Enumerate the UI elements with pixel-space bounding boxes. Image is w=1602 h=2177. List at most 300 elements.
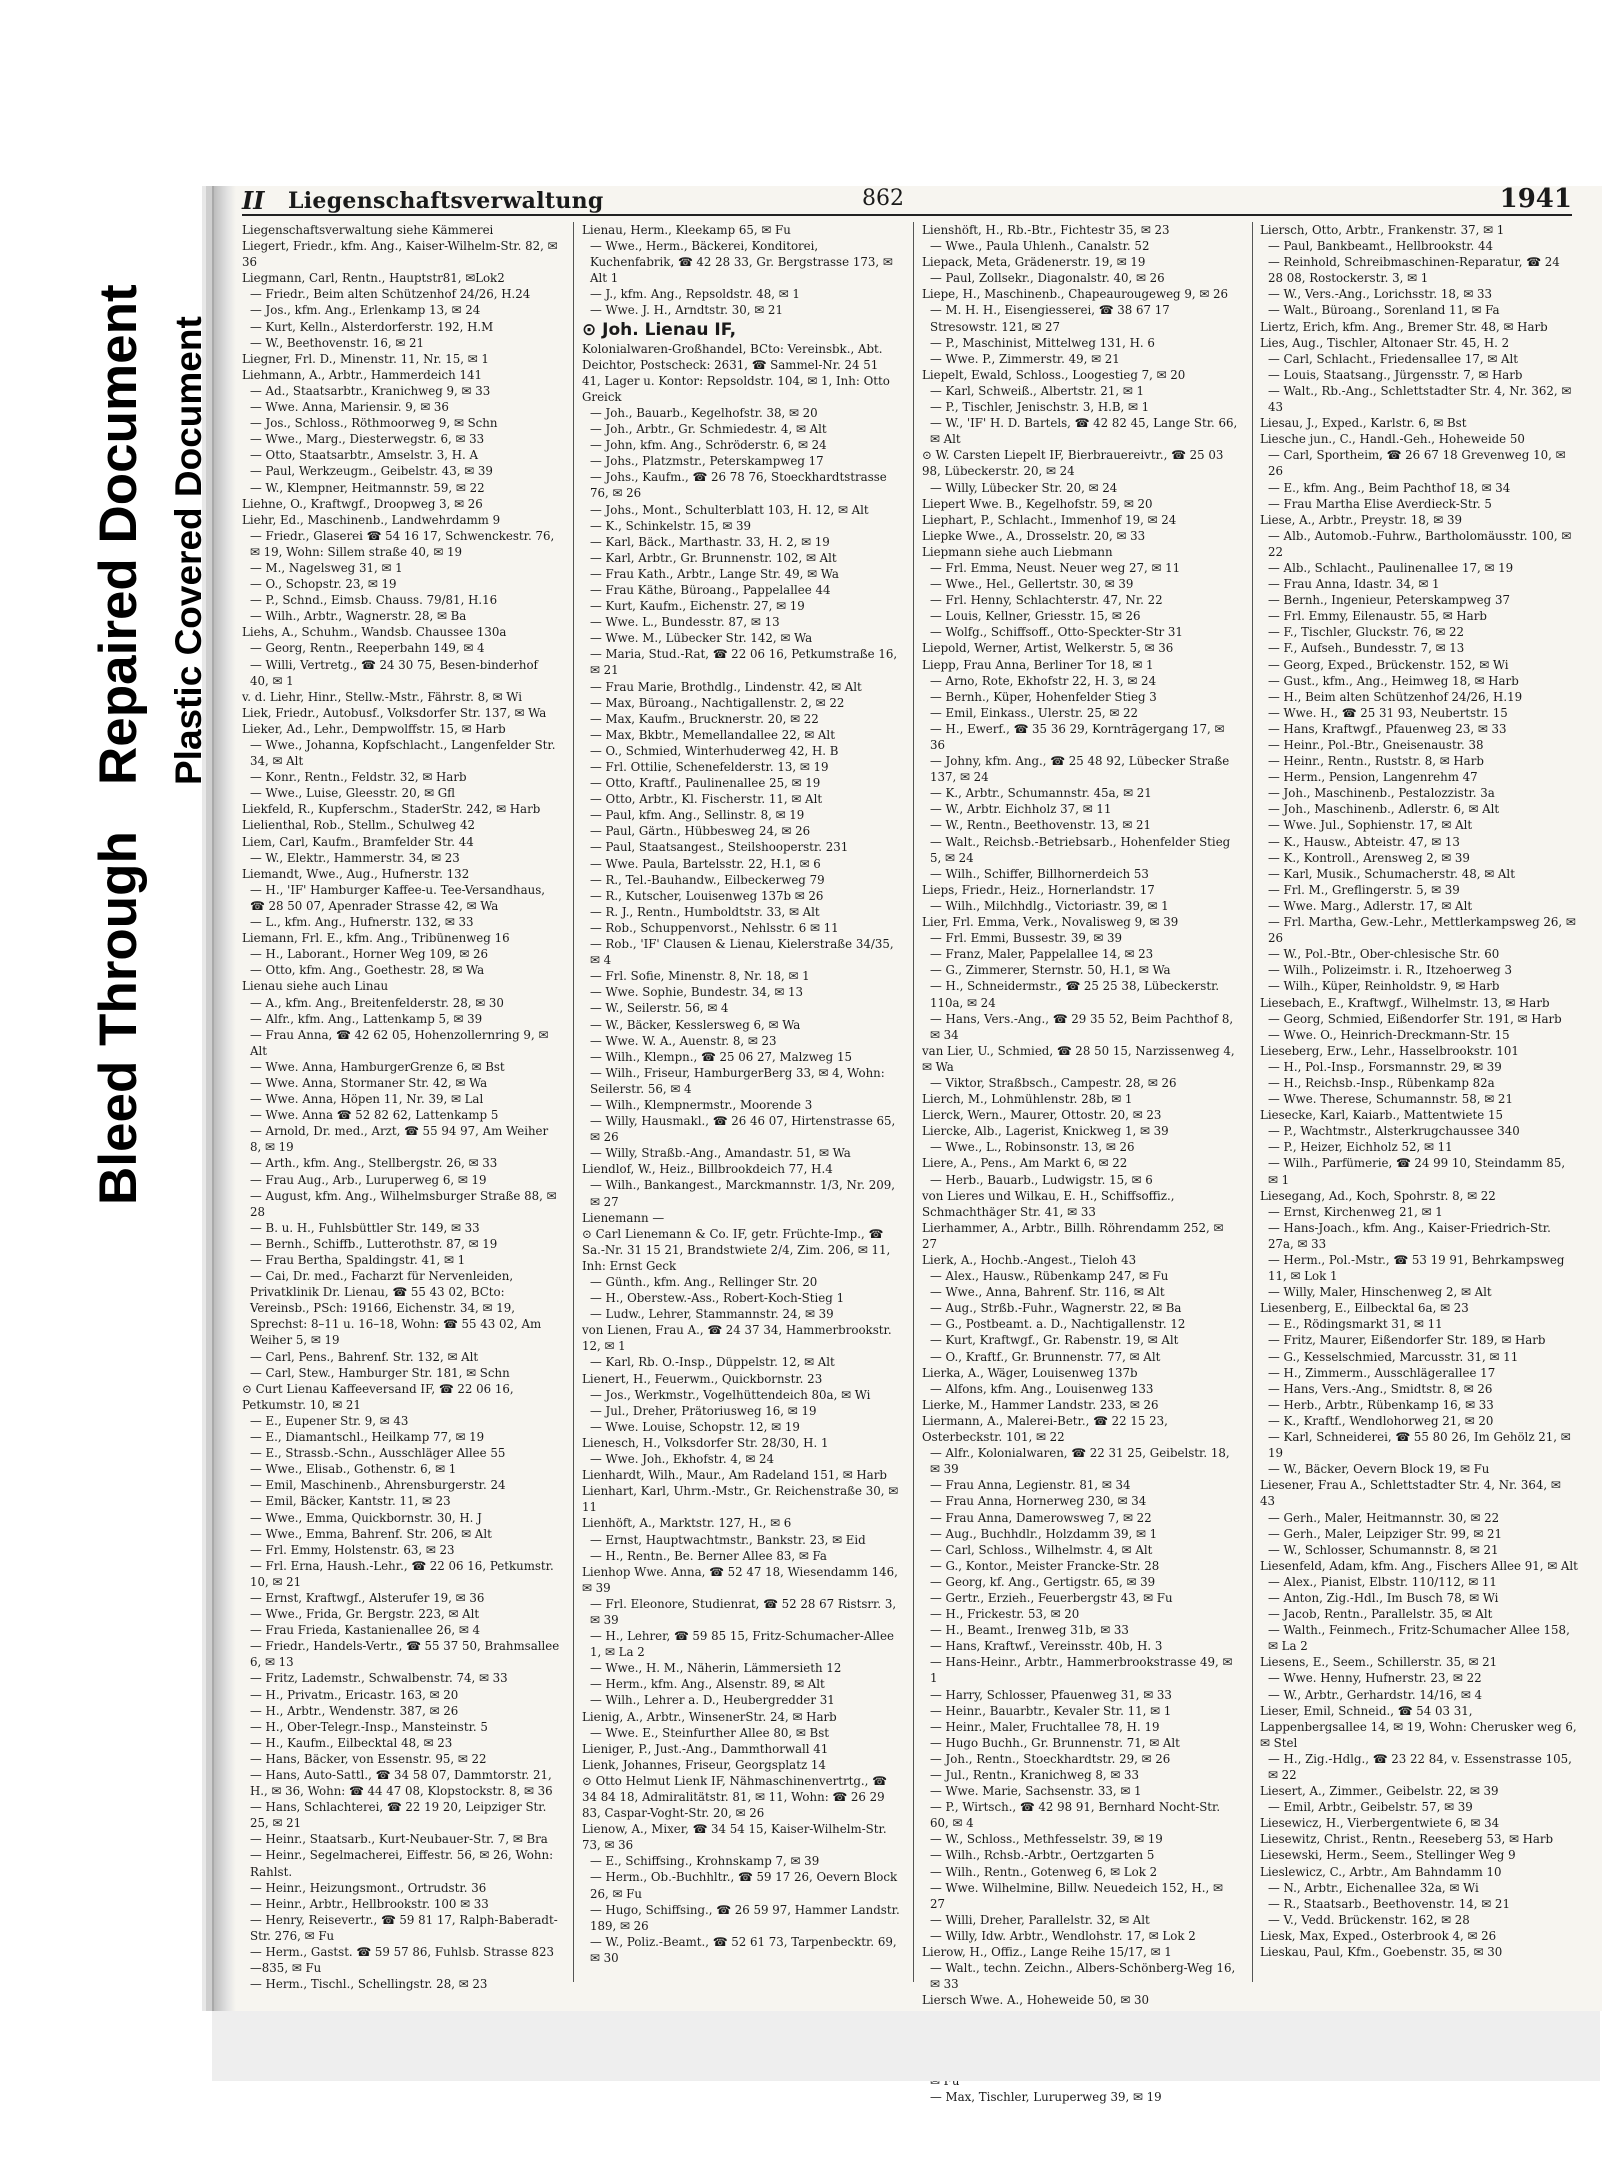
directory-entry: — Wilh., Schiffer, Billhornerdeich 53: [930, 866, 1149, 881]
directory-entry: — Walt., Reichsb.-Betriebsarb., Hohenfelder Stieg 5, ✉ 24: [930, 834, 1231, 865]
directory-entry: — Ernst, Kraftwgf., Alsterufer 19, ✉ 36: [250, 1590, 485, 1605]
directory-entry: — Ernst, Kirchenweg 21, ✉ 1: [1268, 1204, 1443, 1219]
directory-entry: — Frau Martha Elise Averdieck-Str. 5: [1268, 496, 1492, 511]
directory-entry: — H., Oberstew.-Ass., Robert-Koch-Stieg 1: [590, 1291, 845, 1306]
directory-entry: — W., Elektr., Hammerstr. 34, ✉ 23: [250, 850, 460, 865]
directory-entry: — Max, Kaufm., Brucknerstr. 20, ✉ 22: [590, 711, 819, 726]
directory-entry: — B. u. H., Fuhlsbüttler Str. 149, ✉ 33: [250, 1220, 480, 1235]
directory-entry: Liehmann, A., Arbtr., Hammerdeich 141: [242, 367, 483, 382]
directory-entry: — Wwe., L., Robinsonstr. 13, ✉ 26: [930, 1140, 1135, 1155]
directory-entry: — Alb., Schlacht., Paulinenallee 17, ✉ 19: [1268, 560, 1514, 575]
directory-entry: — L., kfm. Ang., Hufnerstr. 132, ✉ 33: [250, 915, 474, 930]
directory-entry: — Frl. Erna, Haush.-Lehr., ☎ 22 06 16, Petkumstr. 10, ✉ 21: [250, 1558, 554, 1589]
directory-entry: — Wwe. Therese, Schumannstr. 58, ✉ 21: [1268, 1092, 1513, 1107]
directory-entry: — Wilh., Polizeimstr. i. R., Itzehoerweg 3: [1268, 963, 1512, 978]
directory-entry: — W., Vers.-Ang., Lorichsstr. 18, ✉ 33: [1268, 287, 1493, 302]
directory-entry: — H., Lehrer, ☎ 59 85 15, Fritz-Schumacher-Allee 1, ✉ La 2: [590, 1629, 894, 1660]
directory-entry: — W., Rentn., Beethovenstr. 13, ✉ 21: [930, 818, 1152, 833]
directory-columns: [242, 222, 1578, 2104]
directory-entry: — Wilh., Rchsb.-Arbtr., Oertzgarten 5: [930, 1848, 1155, 1863]
directory-entry: — W., Poliz.-Beamt., ☎ 52 61 73, Tarpenbecktr. 69, ✉ 30: [590, 1934, 897, 1965]
column-divider: [1252, 222, 1253, 1982]
directory-entry: — Frl. Eleonore, Studienrat, ☎ 52 28 67 Ristsrr. 3, ✉ 39: [590, 1596, 897, 1627]
directory-entry: — R., Kutscher, Louisenweg 137b ✉ 26: [590, 888, 824, 903]
directory-entry: — Cai, Dr. med., Facharzt für Nervenleiden, Privatklinik Dr. Lienau, ☎ 55 43 02, BCto: Vereinsb., PSch: 19166, Eichenstr. 34, ✉ 19, Sprechst: 8–11 u. 16–18, Wohn: ☎ 55 43 02, Am Weiher 5, ✉ 19: [250, 1269, 542, 1348]
directory-entry: Liesche jun., C., Handl.-Geh., Hoheweide 50: [1260, 432, 1525, 447]
directory-entry: — E., Schiffsing., Krohnskamp 7, ✉ 39: [590, 1854, 820, 1869]
directory-entry: — Heinr., Bauarbtr., Kevaler Str. 11, ✉ 1: [930, 1703, 1172, 1718]
directory-entry: — Wwe., Johanna, Kopfschlacht., Langenfelder Str. 34, ✉ Alt: [250, 738, 556, 769]
directory-entry: Liesecke, Karl, Kaiarb., Mattentwiete 15: [1260, 1108, 1503, 1123]
directory-entry: — Frl. M., Greflingerstr. 5, ✉ 39: [1268, 882, 1460, 897]
directory-entry: Kolonialwaren-Großhandel, BCto: Vereinsbk., Abt. Deichtor, Postscheck: 2631, ☎ Sammel-Nr. 24 51 41, Lager u. Kontor: Repsoldstr. 104, ✉ 1, Inh: Otto Greick: [582, 341, 890, 404]
directory-entry: — Wwe. O., Heinrich-Dreckmann-Str. 15: [1268, 1027, 1510, 1042]
directory-entry: — Konr., Rentn., Feldstr. 32, ✉ Harb: [250, 770, 467, 785]
directory-entry: — P., Wachtmstr., Alsterkrugchaussee 340: [1268, 1124, 1520, 1139]
directory-entry: — Rob., Schuppenvorst., Nehlsstr. 6 ✉ 11: [590, 920, 839, 935]
directory-entry: v. d. Liehr, Hinr., Stellw.-Mstr., Fährstr. 8, ✉ Wi: [242, 689, 522, 704]
directory-entry: — Frl. Emmy, Eilenaustr. 55, ✉ Harb: [1268, 609, 1487, 624]
directory-entry: — H., Beim alten Schützenhof 24/26, H.19: [1268, 689, 1523, 704]
directory-entry: ⊙ Carl Lienemann & Co. IF, getr. Früchte-Imp., ☎ Sa.-Nr. 31 15 21, Brandstwiete 2/4, Zim. 206, ✉ 11, Inh: Ernst Geck: [582, 1226, 891, 1273]
directory-entry: — Joh., Rentn., Stoeckhardtstr. 29, ✉ 26: [930, 1751, 1171, 1766]
directory-entry: — Wilh., Rentn., Gotenweg 6, ✉ Lok 2: [930, 1864, 1158, 1879]
directory-entry: — Wwe., H. M., Näherin, Lämmersieth 12: [590, 1661, 842, 1676]
directory-entry: — H., Pol.-Insp., Forsmannstr. 29, ✉ 39: [1268, 1059, 1502, 1074]
directory-entry: — Hans, Vers.-Ang., ☎ 29 35 52, Beim Pachthof 8, ✉ 34: [930, 1011, 1234, 1042]
directory-entry: Liere, A., Pens., Am Markt 6, ✉ 22: [922, 1156, 1128, 1171]
directory-entry: — F., Aufseh., Bundesstr. 7, ✉ 13: [1268, 641, 1465, 656]
directory-entry: — H., Reichsb.-Insp., Rübenkamp 82a: [1268, 1075, 1495, 1090]
directory-entry: — Ludw., Lehrer, Stammannstr. 24, ✉ 39: [590, 1307, 834, 1322]
directory-entry: — Hans, Schlachterei, ☎ 22 19 20, Leipziger Str. 25, ✉ 21: [250, 1800, 547, 1831]
directory-entry: — P., Heizer, Eichholz 52, ✉ 11: [1268, 1140, 1453, 1155]
directory-entry: — Arnold, Dr. med., Arzt, ☎ 55 94 97, Am Weiher 8, ✉ 19: [250, 1124, 549, 1155]
directory-entry: — Frl. Ottilie, Schenefelderstr. 13, ✉ 19: [590, 760, 829, 774]
directory-entry: — Gust., kfm., Ang., Heimweg 18, ✉ Harb: [1268, 673, 1519, 688]
directory-entry: Lierck, Wern., Maurer, Ottostr. 20, ✉ 23: [922, 1108, 1162, 1123]
directory-entry: — Jos., kfm. Ang., Erlenkamp 13, ✉ 24: [250, 303, 481, 318]
directory-entry: Lienau siehe auch Linau: [242, 979, 389, 994]
directory-entry: — J., kfm. Ang., Repsoldstr. 48, ✉ 1: [590, 287, 800, 302]
page-header: [242, 186, 1572, 216]
directory-entry: Liesk, Max, Exped., Osterbrook 4, ✉ 26: [1260, 1928, 1497, 1943]
directory-entry: Lieskau, Paul, Kfm., Goebenstr. 35, ✉ 30: [1260, 1945, 1503, 1960]
directory-entry: — Frau Anna, Hornerweg 230, ✉ 34: [930, 1494, 1147, 1509]
directory-entry: — Wwe. L., Bundesstr. 87, ✉ 13: [590, 615, 780, 630]
directory-entry: — Wolfg., Schiffsoff., Otto-Speckter-Str 31: [930, 625, 1183, 640]
directory-entry: — Anton, Zig.-Hdl., Im Busch 78, ✉ Wi: [1268, 1590, 1499, 1605]
directory-entry: — Friedr., Handels-Vertr., ☎ 55 37 50, Brahmsallee 6, ✉ 13: [250, 1639, 560, 1670]
directory-entry: — Hans, Kraftwf., Vereinsstr. 40b, H. 3: [930, 1639, 1163, 1654]
directory-entry: — Walth., Feinmech., Fritz-Schumacher Allee 158, ✉ La 2: [1268, 1623, 1570, 1654]
directory-entry: — Johs., Kaufm., ☎ 26 78 76, Stoeckhardtstrasse 76, ✉ 26: [590, 470, 887, 501]
directory-entry: — Wilh., Klempn., ☎ 25 06 27, Malzweg 15: [590, 1049, 852, 1064]
directory-entry: — Frau Käthe, Büroang., Pappelallee 44: [590, 582, 831, 597]
directory-entry: — Alex., Hausw., Rübenkamp 247, ✉ Fu: [930, 1269, 1169, 1284]
directory-entry: — R. J., Rentn., Humboldtstr. 33, ✉ Alt: [590, 904, 820, 919]
directory-entry: — Frau Anna, Damerowsweg 7, ✉ 22: [930, 1510, 1152, 1525]
directory-entry: — Fritz, Maurer, Eißendorfer Str. 189, ✉ Harb: [1268, 1333, 1546, 1348]
directory-entry: — Harry, Schlosser, Pfauenweg 31, ✉ 33: [930, 1687, 1172, 1702]
directory-entry: — Max, Büroang., Nachtigallenstr. 2, ✉ 22: [590, 695, 845, 710]
directory-entry: — Karl, Schweiß., Albertstr. 21, ✉ 1: [930, 383, 1145, 398]
directory-entry: — Walt., Rb.-Ang., Schlettstadter Str. 4, Nr. 362, ✉ 43: [1268, 383, 1572, 415]
directory-entry: Lierow, H., Offiz., Lange Reihe 15/17, ✉ 1: [922, 1945, 1172, 1960]
directory-entry: — W., Seilerstr. 56, ✉ 4: [590, 1001, 729, 1016]
directory-entry: — Ad., Staatsarbtr., Kranichweg 9, ✉ 33: [250, 383, 491, 398]
directory-entry: — O., Schopstr. 23, ✉ 19: [250, 577, 397, 592]
directory-entry: Liemann, Frl. E., kfm. Ang., Tribünenweg 16: [242, 931, 510, 946]
directory-entry: — Georg, Schmied, Eißendorfer Str. 191, ✉ Harb: [1268, 1011, 1562, 1026]
directory-entry: — Hans, Auto-Sattl., ☎ 34 58 07, Dammtorstr. 21, H., ✉ 36, Wohn: ☎ 44 47 08, Klopstockstr. 8, ✉ 36: [250, 1768, 553, 1799]
directory-entry: — Frl. Martha, Gew.-Lehr., Mettlerkampsweg 26, ✉ 26: [1268, 915, 1576, 946]
directory-entry: — Willy, Hausmakl., ☎ 26 46 07, Hirtenstrasse 65, ✉ 26: [590, 1114, 896, 1145]
directory-entry: — Johs., Platzmstr., Peterskampweg 17: [590, 454, 824, 469]
directory-entry: Lieker, Ad., Lehr., Dempwolffstr. 15, ✉ Harb: [242, 721, 506, 736]
directory-entry: — W., Arbtr. Eichholz 37, ✉ 11: [930, 802, 1112, 817]
directory-entry: Lies, Aug., Tischler, Altonaer Str. 45, H. 2: [1260, 335, 1510, 350]
directory-entry: — Wwe. P., Zimmerstr. 49, ✉ 21: [930, 351, 1120, 366]
directory-entry: Lierka, A., Wäger, Louisenweg 137b: [922, 1365, 1138, 1380]
page-number: 862: [862, 186, 904, 211]
directory-entry: — Kurt, Kelln., Alsterdorferstr. 192, H.M: [250, 319, 494, 334]
directory-entry: Lienau, Herm., Kleekamp 65, ✉ Fu: [582, 223, 791, 237]
directory-entry: — Wwe. Paula, Bartelsstr. 22, H.1, ✉ 6: [590, 856, 821, 871]
directory-entry: Liesewitz, Christ., Rentn., Reeseberg 53, ✉ Harb: [1260, 1832, 1554, 1847]
directory-entry: — Arth., kfm. Ang., Stellbergstr. 26, ✉ 33: [250, 1156, 498, 1171]
directory-entry: Lienhop Wwe. Anna, ☎ 52 47 18, Wiesendamm 146, ✉ 39: [582, 1564, 898, 1595]
directory-entry: Liesener, Frau A., Schlettstadter Str. 4, Nr. 364, ✉ 43: [1260, 1478, 1561, 1509]
directory-entry: ⊙ Joh. Lienau IF,: [582, 319, 737, 340]
directory-entry: — Georg, Exped., Brückenstr. 152, ✉ Wi: [1268, 657, 1509, 672]
directory-entry: — H., Laborant., Horner Weg 109, ✉ 26: [250, 947, 488, 962]
directory-entry: — Wilh., Küper, Reinholdstr. 9, ✉ Harb: [1268, 979, 1500, 994]
directory-entry: — Walt., techn. Zeichn., Albers-Schönberg-Weg 16, ✉ 33: [930, 1961, 1236, 1992]
plastic-covered-label: Plastic Covered Document: [168, 316, 209, 785]
directory-entry: — W., Bäcker, Oevern Block 19, ✉ Fu: [1268, 1462, 1490, 1477]
directory-entry: — Wwe., Elisab., Gothenstr. 6, ✉ 1: [250, 1462, 457, 1477]
directory-entry: — Heinr., Arbtr., Hellbrookstr. 100 ✉ 33: [250, 1896, 489, 1911]
directory-entry: — Max, Tischler, Luruperweg 39, ✉ 19: [930, 2089, 1162, 2104]
directory-entry: — Wwe., Emma, Quickbornstr. 30, H. J: [250, 1510, 482, 1525]
directory-entry: Lienhöft, A., Marktstr. 127, H., ✉ 6: [582, 1516, 792, 1531]
directory-entry: — H., Frickestr. 53, ✉ 20: [930, 1607, 1080, 1622]
directory-entry: Lierk, A., Hochb.-Angest., Tieloh 43: [922, 1253, 1137, 1267]
directory-entry: — Wwe. Anna ☎ 52 82 62, Lattenkamp 5: [250, 1108, 499, 1123]
directory-entry: Lierhammer, A., Arbtr., Billh. Röhrendamm 252, ✉ 27: [922, 1220, 1224, 1251]
directory-entry: — W., Pol.-Btr., Ober-chlesische Str. 60: [1268, 947, 1500, 962]
directory-entry: — Wwe. Henny, Hufnerstr. 23, ✉ 22: [1268, 1671, 1482, 1686]
directory-entry: — Fritz, Lademstr., Schwalbenstr. 74, ✉ 33: [250, 1671, 508, 1686]
directory-entry: — Paul, Staatsangest., Steilshooperstr. 231: [590, 840, 849, 855]
directory-entry: — Emil, Maschinenb., Ahrensburgerstr. 24: [250, 1478, 506, 1493]
directory-entry: — M. H. H., Eisengiesserei, ☎ 38 67 17 Stresowstr. 121, ✉ 27: [930, 303, 1170, 334]
directory-entry: Liesau, J., Exped., Karlstr. 6, ✉ Bst: [1260, 416, 1467, 431]
directory-entry: Liepmann siehe auch Liebmann: [922, 544, 1113, 559]
directory-entry: Liese, A., Arbtr., Preystr. 18, ✉ 39: [1260, 512, 1462, 527]
directory-entry: — K., Kraftf., Wendlohorweg 21, ✉ 20: [1268, 1413, 1494, 1428]
directory-entry: — Gerh., Maler, Leipziger Str. 99, ✉ 21: [1268, 1526, 1503, 1541]
directory-entry: Liehne, O., Kraftwgf., Droopweg 3, ✉ 26: [242, 496, 483, 511]
directory-entry: — Otto, Kraftf., Paulinenallee 25, ✉ 19: [590, 776, 821, 791]
directory-entry: Lienhart, Karl, Uhrm.-Mstr., Gr. Reichenstraße 30, ✉ 11: [582, 1484, 899, 1515]
directory-entry: — Herm., Gastst. ☎ 59 57 86, Fuhlsb. Strasse 823—835, ✉ Fu: [250, 1945, 555, 1976]
directory-entry: Liertz, Erich, kfm. Ang., Bremer Str. 48, ✉ Harb: [1260, 319, 1548, 334]
directory-entry: — E., Rödingsmarkt 31, ✉ 11: [1268, 1317, 1443, 1332]
directory-entry: — Herm., Ob.-Buchhltr., ☎ 59 17 26, Oevern Block 26, ✉ Fu: [590, 1870, 898, 1901]
directory-entry: — Jos., Werkmstr., Vogelhüttendeich 80a, ✉ Wi: [590, 1387, 871, 1402]
directory-entry: — Carl, Pens., Bahrenf. Str. 132, ✉ Alt: [250, 1349, 479, 1364]
directory-entry: — G., Zimmerer, Sternstr. 50, H.1, ✉ Wa: [930, 963, 1171, 978]
directory-entry: — Louis, Staatsang., Jürgensstr. 7, ✉ Harb: [1268, 367, 1523, 382]
directory-entry: — Carl, Schlacht., Friedensallee 17, ✉ Alt: [1268, 351, 1519, 366]
directory-entry: — Joh., Arbtr., Gr. Schmiedestr. 4, ✉ Alt: [590, 422, 827, 437]
directory-entry: — Herm., Pol.-Mstr., ☎ 53 19 91, Behrkampsweg 11, ✉ Lok 1: [1268, 1253, 1565, 1284]
directory-entry: — Frau Anna, Idastr. 34, ✉ 1: [1268, 577, 1440, 592]
directory-entry: Liemandt, Wwe., Aug., Hufnerstr. 132: [242, 866, 470, 881]
directory-entry: Liesert, A., Zimmer., Geibelstr. 22, ✉ 39: [1260, 1784, 1499, 1799]
directory-entry: — Paul, kfm. Ang., Sellinstr. 8, ✉ 19: [590, 808, 805, 823]
directory-entry: — Carl, Stew., Hamburger Str. 181, ✉ Schn: [250, 1365, 510, 1380]
directory-entry: — Arno, Rote, Ekhofstr 22, H. 3, ✉ 24: [930, 673, 1157, 688]
page-title: Liegenschaftsverwaltung: [288, 188, 604, 214]
directory-entry: — K., Hausw., Abteistr. 47, ✉ 13: [1268, 834, 1460, 849]
directory-entry: Liesegang, Ad., Koch, Spohrstr. 8, ✉ 22: [1260, 1188, 1496, 1203]
directory-entry: — Wwe. Marie, Sachsenstr. 33, ✉ 1: [930, 1784, 1142, 1799]
directory-entry: — K., Arbtr., Schumannstr. 45a, ✉ 21: [930, 786, 1152, 801]
directory-entry: Lienow, A., Mixer, ☎ 34 54 15, Kaiser-Wilhelm-Str. 73, ✉ 36: [582, 1822, 887, 1853]
directory-entry: — Heinr., Rentn., Ruststr. 8, ✉ Harb: [1268, 754, 1484, 769]
directory-entry: — John, kfm. Ang., Schröderstr. 6, ✉ 24: [590, 438, 827, 453]
directory-entry: Liepert Wwe. B., Kegelhofstr. 59, ✉ 20: [922, 496, 1153, 511]
directory-entry: — Herm., Pension, Langenrehm 47: [1268, 770, 1478, 785]
directory-entry: — Maria, Stud.-Rat, ☎ 22 06 16, Petkumstraße 16, ✉ 21: [590, 647, 898, 678]
directory-entry: — Johs., Mont., Schulterblatt 103, H. 12, ✉ Alt: [590, 502, 869, 517]
directory-entry: — Alex., Pianist, Elbstr. 110/112, ✉ 11: [1268, 1574, 1497, 1589]
directory-entry: — Wwe. W. A., Auenstr. 8, ✉ 23: [590, 1033, 777, 1048]
directory-entry: — Willy, Idw. Arbtr., Wendlohstr. 17, ✉ Lok 2: [930, 1928, 1196, 1943]
directory-entry: — Jul., Rentn., Kranichweg 8, ✉ 33: [930, 1768, 1140, 1782]
directory-entry: — H., Kaufm., Eilbecktal 48, ✉ 23: [250, 1735, 453, 1750]
directory-entry: — Walt., Büroang., Sorenland 11, ✉ Fa: [1268, 303, 1500, 318]
directory-entry: — Frl. Emma, Neust. Neuer weg 27, ✉ 11: [930, 560, 1181, 575]
directory-entry: Liesebach, E., Kraftwgf., Wilhelmstr. 13, ✉ Harb: [1260, 995, 1550, 1010]
directory-entry: — Paul, Gärtn., Hübbesweg 24, ✉ 26: [590, 824, 811, 839]
directory-entry: — Johny, kfm. Ang., ☎ 25 48 92, Lübecker Straße 137, ✉ 24: [930, 754, 1230, 785]
directory-entry: — Wwe., Emma, Bahrenf. Str. 206, ✉ Alt: [250, 1526, 492, 1541]
directory-entry: Liesenberg, E., Eilbecktal 6a, ✉ 23: [1260, 1301, 1469, 1316]
directory-entry: — W., Schlosser, Schumannstr. 8, ✉ 21: [1268, 1542, 1499, 1557]
directory-entry: — Wilh., Arbtr., Wagnerstr. 28, ✉ Ba: [250, 609, 467, 624]
directory-entry: — Wwe. J. H., Arndtstr. 30, ✉ 21: [590, 303, 783, 318]
directory-entry: Lienshöft, H., Rb.-Btr., Fichtestr 35, ✉ 23: [922, 223, 1170, 237]
directory-entry: — Max, Bkbtr., Memellandallee 22, ✉ Alt: [590, 727, 835, 742]
directory-entry: — H., Arbtr., Wendenstr. 387, ✉ 26: [250, 1703, 459, 1718]
directory-entry: Lienig, A., Arbtr., WinsenerStr. 24, ✉ Harb: [582, 1709, 837, 1724]
directory-entry: — Wwe. Anna, HamburgerGrenze 6, ✉ Bst: [250, 1059, 505, 1074]
directory-entry: — H., Ober-Telegr.-Insp., Mansteinstr. 5: [250, 1719, 488, 1734]
directory-entry: — Bernh., Schiffb., Lutterothstr. 87, ✉ 19: [250, 1236, 498, 1251]
directory-entry: Liepack, Meta, Grädenerstr. 19, ✉ 19: [922, 255, 1146, 270]
directory-entry: — Otto, kfm. Ang., Goethestr. 28, ✉ Wa: [250, 963, 485, 978]
directory-entry: Lienert, H., Feuerwm., Quickbornstr. 23: [582, 1371, 823, 1386]
directory-entry: — K., Schinkelstr. 15, ✉ 39: [590, 518, 751, 533]
directory-entry: — Joh., Maschinenb., Adlerstr. 6, ✉ Alt: [1268, 802, 1500, 817]
directory-entry: Lienhardt, Wilh., Maur., Am Radeland 151, ✉ Harb: [582, 1468, 887, 1483]
directory-entry: — Herb., Bauarb., Ludwigstr. 15, ✉ 6: [930, 1172, 1153, 1187]
directory-entry: — G., Kesselschmied, Marcusstr. 31, ✉ 11: [1268, 1349, 1519, 1364]
directory-entry: — Wwe. Marg., Adlerstr. 17, ✉ Alt: [1268, 898, 1473, 913]
directory-entry: — Heinr., Maler, Fruchtallee 78, H. 19: [930, 1719, 1160, 1734]
directory-entry: — Karl, Musik., Schumacherstr. 48, ✉ Alt: [1268, 866, 1515, 881]
directory-entry: Liermann, A., Malerei-Betr., ☎ 22 15 23, Osterbeckstr. 101, ✉ 22: [922, 1413, 1168, 1445]
directory-entry: — Hans, Kraftwgf., Pfauenweg 23, ✉ 33: [1268, 721, 1507, 736]
directory-entry: — H., Schneidermstr., ☎ 25 25 38, Lübeckerstr. 110a, ✉ 24: [930, 979, 1220, 1010]
directory-entry: — Wilh., Friseur, HamburgerBerg 33, ✉ 4, Wohn: Seilerstr. 56, ✉ 4: [590, 1065, 885, 1096]
directory-entry: — A., kfm. Ang., Breitenfelderstr. 28, ✉ 30: [250, 995, 504, 1010]
directory-entry: — Willy, Lübecker Str. 20, ✉ 24: [930, 480, 1118, 495]
directory-entry: — Wilh., Parfümerie, ☎ 24 99 10, Steindamm 85, ✉ 1: [1268, 1156, 1566, 1187]
directory-entry: — H., Beamt., Irenweg 31b, ✉ 33: [930, 1623, 1129, 1638]
directory-column-2: [582, 222, 900, 1982]
directory-entry: — R., Tel.-Bauhandw., Eilbeckerweg 79: [590, 872, 825, 887]
directory-entry: — Kurt, Kaufm., Eichenstr. 27, ✉ 19: [590, 599, 805, 614]
directory-entry: Liegert, Friedr., kfm. Ang., Kaiser-Wilhelm-Str. 82, ✉ 36: [242, 239, 558, 270]
directory-entry: — H., Zig.-Hdlg., ☎ 23 22 84, v. Essenstrasse 105, ✉ 22: [1268, 1751, 1572, 1782]
directory-entry: — G., Kontor., Meister Francke-Str. 28: [930, 1558, 1160, 1573]
directory-entry: Lier, Frl. Emma, Verk., Novalisweg 9, ✉ 39: [922, 915, 1179, 930]
directory-entry: — W., Beethovenstr. 16, ✉ 21: [250, 335, 424, 350]
directory-entry: Liepold, Werner, Artist, Welkerstr. 5, ✉ 36: [922, 641, 1174, 656]
directory-entry: — Wwe. H., ☎ 25 31 93, Neubertstr. 15: [1268, 705, 1508, 720]
directory-entry: Liesewski, Herm., Seem., Stellinger Weg 9: [1260, 1848, 1516, 1863]
directory-entry: — Otto, Staatsarbtr., Amselstr. 3, H. A: [250, 448, 479, 463]
directory-entry: — Alfr., kfm. Ang., Lattenkamp 5, ✉ 39: [250, 1011, 483, 1026]
directory-entry: — Emil, Einkass., Ulerstr. 25, ✉ 22: [930, 705, 1139, 720]
directory-entry: — Hugo Buchh., Gr. Brunnenstr. 71, ✉ Alt: [930, 1735, 1180, 1750]
directory-entry: — W., Arbtr., Gerhardstr. 14/16, ✉ 4: [1268, 1687, 1483, 1702]
directory-entry: — Wwe. Wilhelmine, Billw. Neuedeich 152, H., ✉ 27: [930, 1880, 1223, 1911]
section-number: II: [242, 186, 265, 215]
directory-entry: — Louis, Kellner, Griesstr. 15, ✉ 26: [930, 609, 1141, 624]
directory-entry: — Frl. Sofie, Minenstr. 8, Nr. 18, ✉ 1: [590, 969, 810, 984]
directory-entry: — Henry, Reisevertr., ☎ 59 81 17, Ralph-Baberadt-Str. 276, ✉ Fu: [250, 1912, 558, 1943]
directory-entry: Liem, Carl, Kaufm., Bramfelder Str. 44: [242, 834, 474, 849]
directory-entry: — Jos., Schloss., Röthmoorweg 9, ✉ Schn: [250, 416, 498, 431]
directory-entry: — E., Eupener Str. 9, ✉ 43: [250, 1413, 409, 1428]
directory-entry: — Paul, Bankbeamt., Hellbrookstr. 44: [1268, 239, 1494, 254]
directory-entry: Liepelt, Ewald, Schloss., Loogestieg 7, ✉ 20: [922, 367, 1186, 382]
directory-column-1: [242, 222, 560, 1992]
directory-entry: Lierch, M., Lohmühlenstr. 28b, ✉ 1: [922, 1092, 1133, 1107]
directory-entry: — Willy, Straßb.-Ang., Amandastr. 51, ✉ Wa: [590, 1146, 851, 1161]
directory-entry: — V., Vedd. Brückenstr. 162, ✉ 28: [1268, 1912, 1470, 1927]
directory-entry: — Herb., Arbtr., Rübenkamp 16, ✉ 33: [1268, 1397, 1494, 1412]
directory-entry: — Wilh., Bankangest., Marckmannstr. 1/3, Nr. 209, ✉ 27: [590, 1178, 895, 1209]
directory-entry: — Frl. Henny, Schlachterstr. 47, Nr. 22: [930, 593, 1163, 608]
directory-entry: — H., Zimmerm., Ausschlägerallee 17: [1268, 1365, 1496, 1380]
directory-entry: — N., Arbtr., Eichenallee 32a, ✉ Wi: [1268, 1880, 1479, 1895]
directory-entry: — Wwe., Luise, Gleesstr. 20, ✉ Gfl: [250, 786, 456, 801]
directory-entry: — Willy, Maler, Hinschenweg 2, ✉ Alt: [1268, 1285, 1492, 1300]
directory-entry: — Frl. Emmi, Bussestr. 39, ✉ 39: [930, 931, 1123, 946]
directory-entry: — Willi, Vertretg., ☎ 24 30 75, Besen-binderhof 40, ✉ 1: [250, 657, 538, 688]
directory-entry: Lierke, M., Hammer Landstr. 233, ✉ 26: [922, 1397, 1159, 1412]
repaired-document-label: Repaired Document: [89, 284, 148, 785]
directory-entry: Lienemann —: [582, 1210, 665, 1225]
directory-entry: — P., Wirtsch., ☎ 42 98 91, Bernhard Nocht-Str. 60, ✉ 4: [930, 1800, 1221, 1831]
directory-entry: Liesenfeld, Adam, kfm. Ang., Fischers Allee 91, ✉ Alt: [1260, 1558, 1578, 1573]
directory-entry: — Carl, Schloss., Wilhelmstr. 4, ✉ Alt: [930, 1542, 1153, 1557]
directory-entry: — Heinr., Staatsarb., Kurt-Neubauer-Str. 7, ✉ Bra: [250, 1832, 548, 1847]
directory-entry: — Karl, Rb. O.-Insp., Düppelstr. 12, ✉ Alt: [590, 1355, 835, 1370]
directory-entry: Liegenschaftsverwaltung siehe Kämmerei: [242, 223, 494, 237]
directory-entry: — H., 'IF' Hamburger Kaffee-u. Tee-Versandhaus, ☎ 28 50 07, Apenrader Strasse 42, ✉ Wa: [250, 882, 546, 913]
directory-entry: — Frl. Emmy, Holstenstr. 63, ✉ 23: [250, 1542, 455, 1557]
directory-entry: Liepe, H., Maschinenb., Chapeaurougeweg 9, ✉ 26: [922, 287, 1229, 302]
scanned-page: [212, 184, 1602, 2104]
directory-entry: — Alfons, kfm. Ang., Louisenweg 133: [930, 1381, 1154, 1396]
directory-entry: — Joh., Maschinenb., Pestalozzistr. 3a: [1268, 786, 1495, 801]
directory-entry: — Heinr., Pol.-Btr., Gneisenaustr. 38: [1268, 738, 1484, 752]
directory-entry: — Hans, Vers.-Ang., Smidtstr. 8, ✉ 26: [1268, 1381, 1493, 1396]
directory-entry: — Hans-Joach., kfm. Ang., Kaiser-Friedrich-Str. 27a, ✉ 33: [1268, 1220, 1551, 1251]
directory-entry: — Wwe., Anna, Bahrenf. Str. 116, ✉ Alt: [930, 1285, 1165, 1300]
directory-entry: — Herm., kfm. Ang., Alsenstr. 89, ✉ Alt: [590, 1677, 825, 1692]
directory-entry: — Otto, Arbtr., Kl. Fischerstr. 11, ✉ Alt: [590, 792, 823, 807]
directory-entry: — Jul., Dreher, Prätoriusweg 16, ✉ 19: [590, 1403, 817, 1418]
directory-entry: Lieslewicz, C., Arbtr., Am Bahndamm 10: [1260, 1864, 1502, 1879]
bleed-through-label: Bleed Through: [89, 831, 148, 1205]
column-divider: [913, 222, 914, 1982]
directory-entry: — Wilh., Milchhdlg., Victoriastr. 39, ✉ 1: [930, 898, 1169, 913]
directory-entry: — Aug., Buchhdlr., Holzdamm 39, ✉ 1: [930, 1526, 1158, 1541]
directory-entry: — Viktor, Straßbsch., Campestr. 28, ✉ 26: [930, 1075, 1177, 1090]
directory-entry: — Frau Marie, Brothdlg., Lindenstr. 42, ✉ Alt: [590, 679, 862, 694]
directory-entry: — Karl, Bäck., Marthastr. 33, H. 2, ✉ 19: [590, 534, 830, 549]
directory-entry: Liehs, A., Schuhm., Wandsb. Chaussee 130a: [242, 625, 507, 640]
directory-entry: — Georg, kf. Ang., Gertigstr. 65, ✉ 39: [930, 1574, 1156, 1589]
directory-entry: — Wwe. Anna, Höpen 11, Nr. 39, ✉ Lal: [250, 1092, 484, 1107]
directory-entry: — Wilh., Klempnermstr., Moorende 3: [590, 1097, 813, 1112]
directory-entry: ⊙ Otto Helmut Lienk IF, Nähmaschinenvertrtg., ☎ 34 84 18, Admiralitätstr. 81, ✉ 11, Wohn: ☎ 26 29 83, Caspar-Voght-Str. 20, ✉ 26: [582, 1773, 887, 1821]
directory-entry: — Frau Kath., Arbtr., Lange Str. 49, ✉ Wa: [590, 566, 839, 581]
directory-entry: — W., 'IF' H. D. Bartels, ☎ 42 82 45, Lange Str. 66, ✉ Alt: [930, 416, 1238, 447]
directory-entry: Lieniger, P., Just.-Ang., Dammthorwall 41: [582, 1741, 829, 1756]
directory-entry: — O., Schmied, Winterhuderweg 42, H. B: [590, 743, 839, 758]
directory-entry: van Lier, U., Schmied, ☎ 28 50 15, Narzissenweg 4, ✉ Wa: [922, 1043, 1235, 1074]
directory-entry: — Alfr., Kolonialwaren, ☎ 22 31 25, Geibelstr. 18, ✉ 39: [930, 1446, 1230, 1477]
directory-entry: — Karl, Arbtr., Gr. Brunnenstr. 102, ✉ Alt: [590, 550, 837, 565]
directory-entry: — Hans, Bäcker, von Essenstr. 95, ✉ 22: [250, 1751, 487, 1766]
directory-entry: von Lieres und Wilkau, E. H., Schiffsoffiz., Schmachthäger Str. 41, ✉ 33: [922, 1188, 1175, 1219]
directory-entry: — Hugo, Schiffsing., ☎ 26 59 97, Hammer Landstr. 189, ✉ 26: [590, 1902, 900, 1933]
directory-entry: Liegner, Frl. D., Minenstr. 11, Nr. 15, ✉ 1: [242, 351, 489, 366]
page-gutter-shadow: [214, 186, 236, 2011]
directory-entry: — P., Maschinist, Mittelweg 131, H. 6: [930, 335, 1155, 350]
directory-entry: — Paul, Zollsekr., Diagonalstr. 40, ✉ 26: [930, 271, 1165, 286]
directory-entry: — Emil, Arbtr., Geibelstr. 57, ✉ 39: [1268, 1800, 1473, 1815]
column-divider: [573, 222, 574, 1982]
directory-entry: Liendlof, W., Heiz., Billbrookdeich 77, H.4: [582, 1162, 833, 1177]
directory-entry: Liekfeld, R., Kupferschm., StaderStr. 242, ✉ Harb: [242, 802, 541, 817]
directory-entry: — Frau Frieda, Kastanienallee 26, ✉ 4: [250, 1623, 480, 1638]
directory-entry: Liesens, E., Seem., Schillerstr. 35, ✉ 21: [1260, 1655, 1498, 1670]
directory-entry: — Wwe., Marg., Diesterwegstr. 6, ✉ 33: [250, 432, 485, 447]
directory-entry: — Emil, Bäcker, Kantstr. 11, ✉ 23: [250, 1494, 451, 1509]
directory-entry: — O., Kraftf., Gr. Brunnenstr. 77, ✉ Alt: [930, 1349, 1161, 1364]
